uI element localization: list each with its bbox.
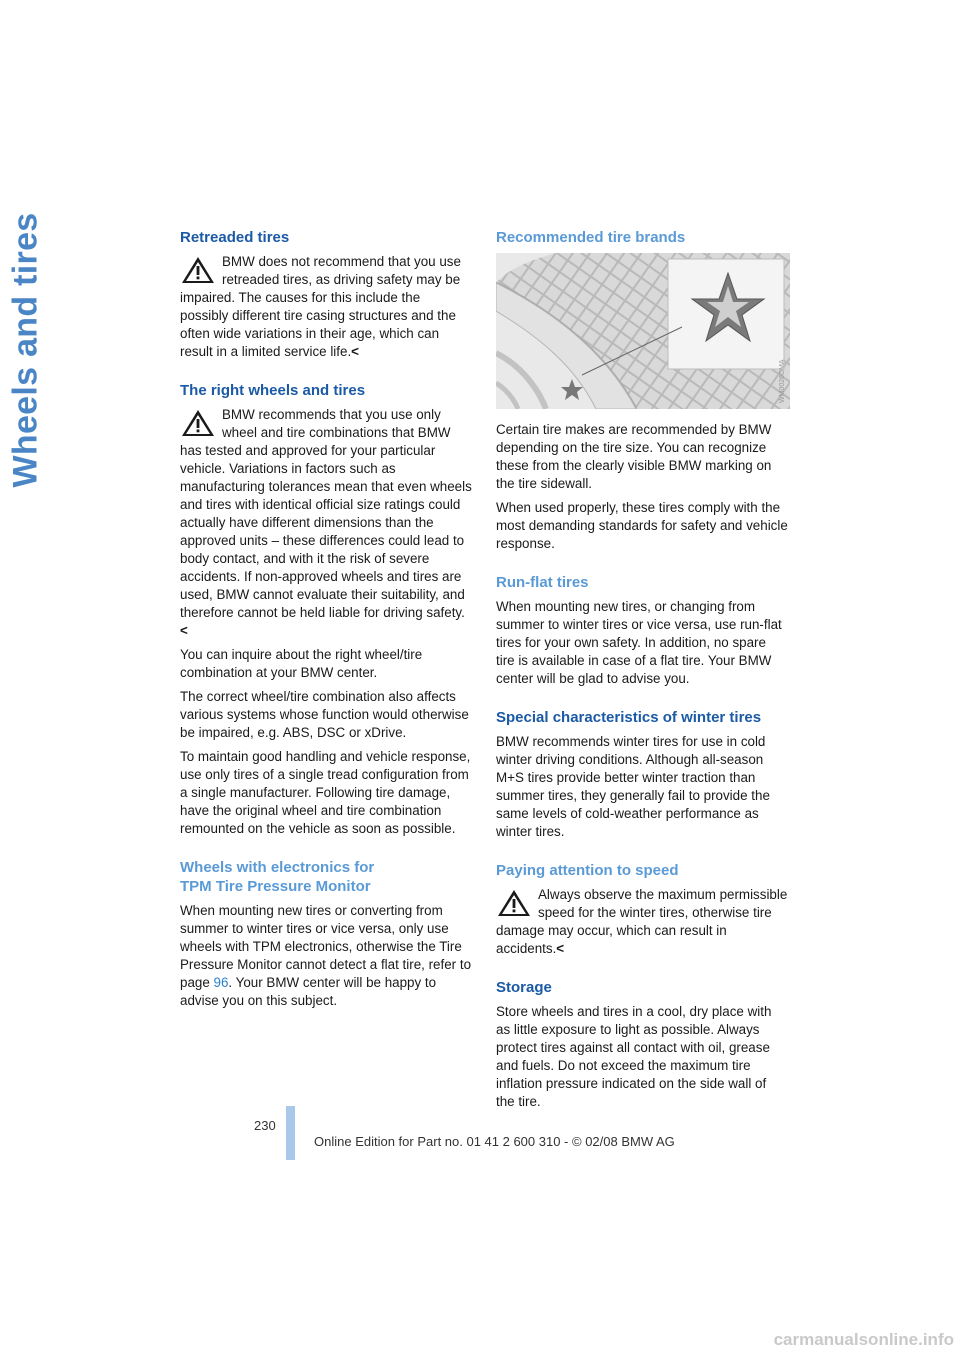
tire-illustration [496,253,790,409]
winter-text: BMW recommends winter tires for use in cold winter driving conditions. Although all-season M+S tires provide better winter traction than summer tires, they generally fail to provide the same levels of cold-weather performance as winter tires. [496,734,770,839]
tpm-heading [180,858,472,896]
end-mark: < [180,623,188,638]
handling-text: To maintain good handling and vehicle response, use only tires of a single tread configuration from a single manufacturer. Following tire damage, have the original wheel and tire combination remounted on the vehicle as soon as possible. [180,749,471,836]
left-column [180,228,472,1016]
winter-heading: Special characteristics of winter tires [496,709,762,726]
chapter-side-tab [0,212,52,488]
tpm-text [180,902,472,1010]
footer-accent-bar [286,1106,295,1160]
tpm-text-after: . Your BMW center will be happy to advise you on this subject. [180,975,437,1008]
page-number: 230 [254,1118,276,1133]
edition-text: Online Edition for Part no. 01 41 2 600 310 - © 02/08 BMW AG [314,1134,675,1149]
brands-text: Certain tire makes are recommended by BMW depending on the tire size. You can recognize these from the clearly visible BMW marking on the tire sidewall. [496,422,772,491]
tire-sidewall-figure [496,253,790,409]
warning-icon [496,888,532,918]
inquire-text: You can inquire about the right wheel/tire combination at your BMW center. [180,647,423,680]
tpm-text-before: When mounting new tires or converting from summer to winter tires or vice versa, only use wheels with TPM electronics, otherwise the Tire Pressure Monitor cannot detect a flat tire, refer to page [180,903,472,990]
brands-heading: Recommended tire brands [496,229,686,246]
tpm-heading-line1: Wheels with electronics for [180,859,375,876]
figure-code: WM0026CMA [779,359,786,403]
speed-heading: Paying attention to speed [496,862,679,879]
right-wheels-warning-text: BMW recommends that you use only wheel and tire combinations that BMW has tested and approved for your particular vehicle. Variations in factors such as manufacturing tolerances mean that even wheels and tires with identical official size ratings could actually have different dimensions than the approved units – these differences could lead to body contact, and with it the risk of severe accidents. If non-approved wheels and tires are used, BMW cannot evaluate their suitability, and therefore cannot be held liable for driving safety. [180,407,472,620]
chapter-title: Wheels and tires [6,212,45,488]
retreaded-heading: Retreaded tires [180,229,290,246]
storage-text: Store wheels and tires in a cool, dry place with as little exposure to light as possible. Always protect tires against all contact with oil, grease and fuels. Do not exceed the maximum tire inflation pressure indicated on the side wall of the tire. [496,1004,772,1109]
tpm-heading-line2: TPM Tire Pressure Monitor [180,878,371,895]
retreaded-text: BMW does not recommend that you use retreaded tires, as driving safety may be impaired. The causes for this include the possibly different tire casing structures and the often wide variations in their age, which can result in a limited service life. [180,254,461,359]
right-wheels-heading: The right wheels and tires [180,382,366,399]
page-96-link[interactable]: 96 [213,975,229,990]
end-mark: < [351,344,359,359]
right-wheels-warning [180,406,472,640]
warning-icon [180,408,216,438]
storage-heading: Storage [496,979,552,996]
runflat-text: When mounting new tires, or changing from summer to winter tires or vice versa, use run-flat tires for your own safety. In addition, no spare tire is available in case of a flat tire. Your BMW center will be glad to advise you. [496,599,782,686]
runflat-heading: Run-flat tires [496,574,589,591]
warning-icon [180,255,216,285]
speed-warning [496,886,788,958]
speed-warning-text: Always observe the maximum permissible speed for the winter tires, otherwise tire damage may occur, which can result in accidents. [496,887,788,956]
end-mark: < [556,941,565,956]
right-column [496,228,788,1117]
correct-combo-text: The correct wheel/tire combination also affects various systems whose function would otherwise be impaired, e.g. ABS, DSC or xDrive. [180,689,469,740]
brands-text2: When used properly, these tires comply with the most demanding standards for safety and vehicle response. [496,500,788,551]
watermark: carmanualsonline.info [773,1330,954,1349]
retreaded-warning [180,253,472,361]
